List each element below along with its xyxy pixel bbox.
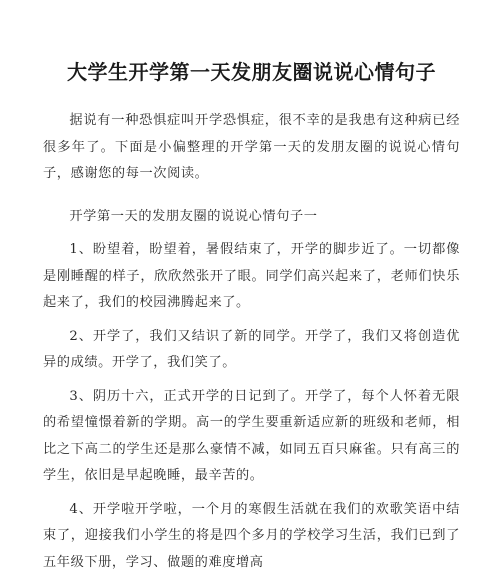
document-title: 大学生开学第一天发朋友圈说说心情句子: [43, 58, 460, 86]
paragraph-item-2: 2、开学了，我们又结识了新的同学。开学了，我们又将创造优异的成绩。开学了，我们笑了。: [43, 324, 460, 377]
paragraph-item-4: 4、开学啦开学啦，一个月的寒假生活就在我们的欢歌笑语中结束了，迎接我们小学生的将是四个多月的学校学习生活，我们已到了五年级下册，学习、做题的难度增高: [43, 497, 460, 576]
paragraph-item-1: 1、盼望着，盼望着，暑假结束了，开学的脚步近了。一切都像是刚睡醒的样子，欣欣然张开了眼。同学们高兴起来了，老师们快乐起来了，我们的校园沸腾起来了。: [43, 237, 460, 317]
paragraph-item-3: 3、阴历十六，正式开学的日记到了。开学了，每个人怀着无限的希望憧憬着新的学期。高一的学生要重新适应新的班级和老师，相比之下高二的学生还是那么豪情不减，如同五百只麻雀。只有高三的学生，依旧是早起晚睡，最辛苦的。: [43, 384, 460, 490]
section-heading: 开学第一天的发朋友圈的说说心情句子一: [43, 204, 460, 231]
intro-paragraph: 据说有一种恐惧症叫开学恐惧症，很不幸的是我患有这种病已经很多年了。下面是小偏整理的开学第一天的发朋友圈的说说心情句子，感谢您的每一次阅读。: [43, 108, 460, 188]
